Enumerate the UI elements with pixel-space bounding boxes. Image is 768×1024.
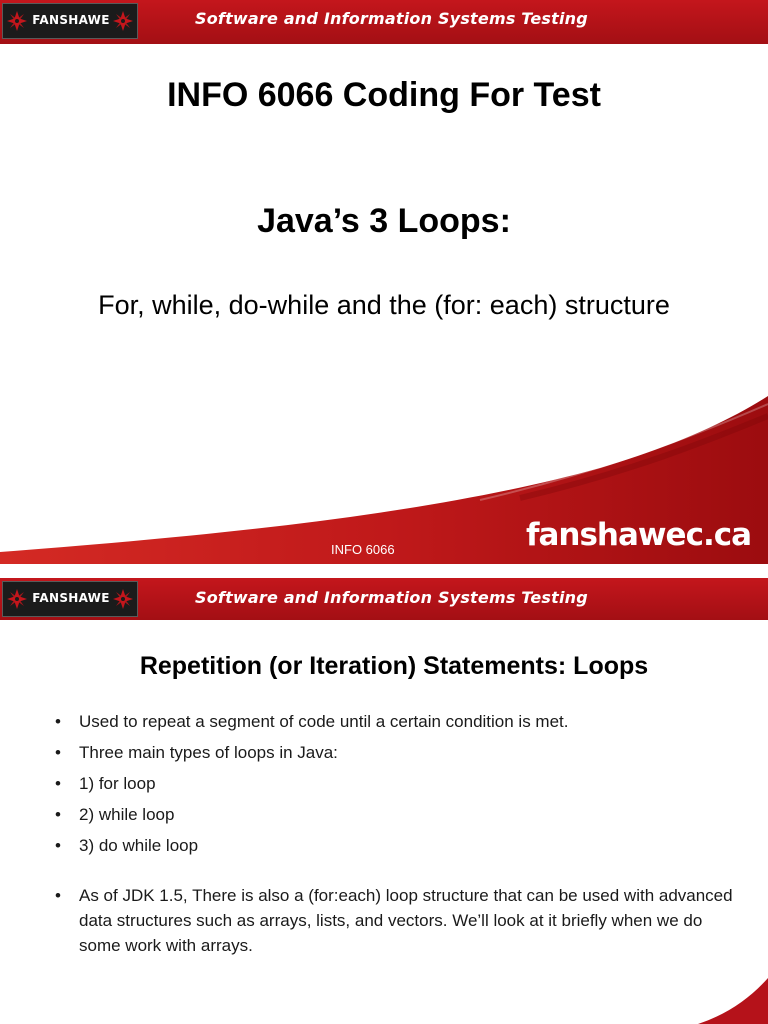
- slide-subtitle: Java’s 3 Loops:: [257, 202, 511, 240]
- bullet-item: [55, 740, 735, 765]
- bullet-item: [55, 802, 735, 827]
- bullet-item: [55, 709, 735, 734]
- bullet-icon: •: [55, 836, 61, 855]
- bullet-icon: •: [55, 774, 61, 793]
- slide-2: [0, 564, 768, 1024]
- site-logo: fanshawec.ca: [526, 517, 752, 553]
- bullet-text: Used to repeat a segment of code until a certain condition is met.: [79, 712, 569, 731]
- fanshawe-star-icon: [7, 11, 27, 31]
- fanshawe-logo: [2, 3, 138, 39]
- bullet-text: Three main types of loops in Java:: [79, 743, 338, 762]
- footer-course-label: INFO 6066: [331, 542, 395, 557]
- fanshawe-star-icon: [7, 589, 27, 609]
- header-title: Software and Information Systems Testing: [195, 9, 588, 28]
- bullet-icon: •: [55, 743, 61, 762]
- course-title: INFO 6066 Coding For Test: [167, 76, 601, 114]
- fanshawe-logo: [2, 581, 138, 617]
- header-title: Software and Information Systems Testing: [195, 588, 588, 607]
- fanshawe-star-icon: [113, 11, 133, 31]
- slide-header: [0, 0, 768, 44]
- bullet-item: [55, 771, 735, 796]
- bullet-icon: •: [55, 805, 61, 824]
- bullet-item: [55, 833, 735, 858]
- bullet-icon: •: [55, 712, 61, 731]
- bullet-icon: •: [55, 886, 61, 905]
- bullet-text: As of JDK 1.5, There is also a (for:each) loop structure that can be used with advanced data structures such as arrays, lists, and vectors. We’ll look at it briefly when we do some work with arrays.: [79, 886, 733, 955]
- red-swoosh-decoration: [698, 974, 768, 1024]
- bullet-item: [55, 883, 735, 958]
- topic-line: For, while, do-while and the (for: each) structure: [98, 290, 670, 320]
- logo-text: FANSHAWE: [32, 13, 110, 27]
- bullet-text: 3) do while loop: [79, 836, 199, 855]
- slide-header: [0, 578, 768, 620]
- bullet-text: 2) while loop: [79, 805, 175, 824]
- bullet-text: 1) for loop: [79, 774, 156, 793]
- slide-title: Repetition (or Iteration) Statements: Loops: [139, 652, 649, 680]
- fanshawe-star-icon: [113, 589, 133, 609]
- bullet-list: [55, 709, 735, 964]
- logo-text: FANSHAWE: [32, 591, 110, 605]
